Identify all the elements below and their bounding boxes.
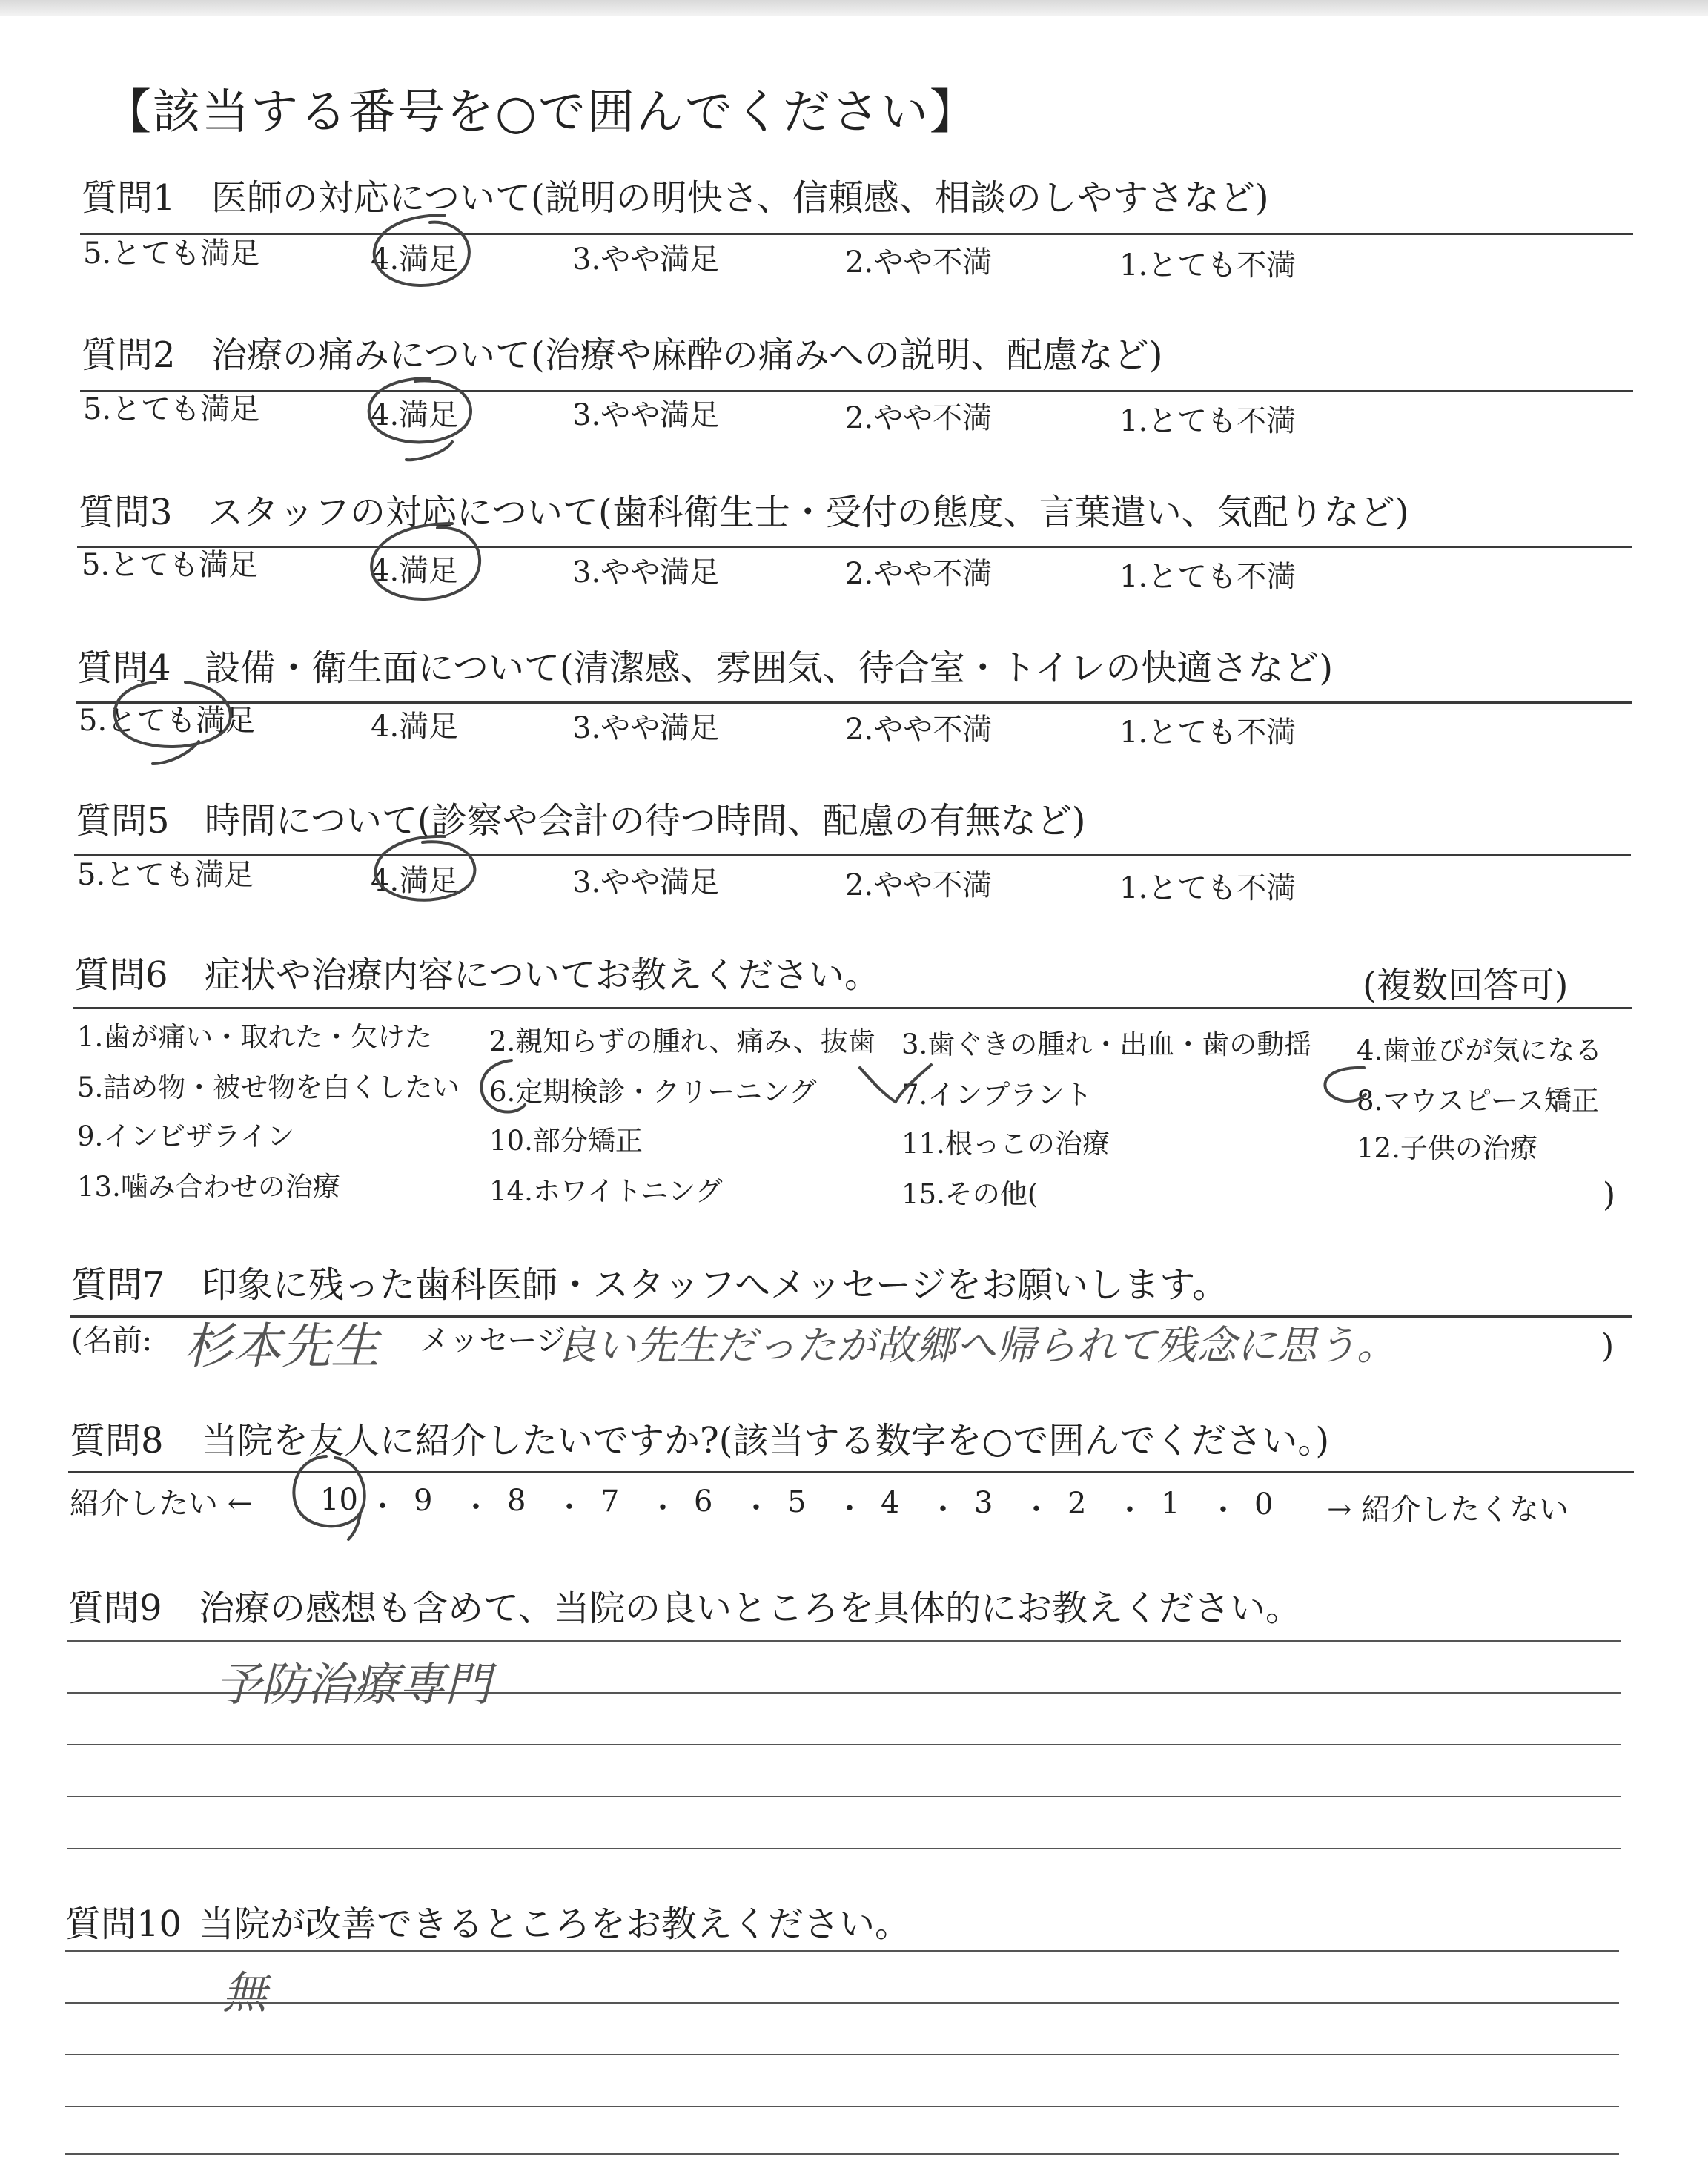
handwritten-name[interactable]: 杉本先生 bbox=[184, 1318, 380, 1375]
question-text: 治療の感想も含めて、当院の良いところを具体的にお教えください。 bbox=[199, 1588, 1302, 1629]
circle-mark-q4 bbox=[115, 682, 231, 764]
scale-value-1[interactable]: 1 bbox=[1161, 1487, 1180, 1522]
option-1[interactable]: 1.とても不満 bbox=[1119, 404, 1297, 438]
question-label: 質問6 bbox=[74, 954, 168, 996]
scale-value-9[interactable]: 9 bbox=[414, 1483, 433, 1518]
circle-mark-q6-8 bbox=[1325, 1068, 1366, 1101]
recommend-right-label: → 紹介したくない bbox=[1327, 1493, 1569, 1527]
option-2[interactable]: 2.やや不満 bbox=[845, 557, 993, 591]
scale-separator: ・ bbox=[1022, 1493, 1051, 1527]
q6-option-14[interactable]: 14.ホワイトニング bbox=[489, 1175, 723, 1207]
q6-option-8[interactable]: 8.マウスピース矯正 bbox=[1357, 1085, 1599, 1117]
question-label: 質問9 bbox=[68, 1588, 162, 1629]
q6-option-4[interactable]: 4.歯並びが気になる bbox=[1357, 1034, 1603, 1066]
question-label: 質問10 bbox=[65, 1903, 182, 1945]
form-title: 【該当する番号を○で囲んでください】 bbox=[104, 85, 979, 140]
q6-option-6[interactable]: 6.定期検診・クリーニング bbox=[489, 1076, 817, 1108]
question-text: 設備・衛生面について(清潔感、雰囲気、待合室・トイレの快適さなど) bbox=[205, 647, 1334, 689]
scale-separator: ・ bbox=[741, 1491, 771, 1526]
handwritten-message[interactable]: 良い先生だったが故郷へ帰られて残念に思う。 bbox=[556, 1322, 1397, 1369]
question-text: 当院が改善できるところをお教えください。 bbox=[199, 1903, 911, 1945]
q6-option-3[interactable]: 3.歯ぐきの腫れ・出血・歯の動揺 bbox=[901, 1028, 1312, 1060]
option-4[interactable]: 4.満足 bbox=[371, 398, 459, 432]
option-5[interactable]: 5.とても満足 bbox=[83, 237, 260, 271]
option-5[interactable]: 5.とても満足 bbox=[79, 704, 256, 738]
handwritten-answer[interactable]: 無 bbox=[222, 1967, 267, 2019]
scale-value-6[interactable]: 6 bbox=[694, 1484, 713, 1519]
option-5[interactable]: 5.とても満足 bbox=[83, 392, 260, 426]
circle-mark-q3 bbox=[371, 524, 480, 599]
q6-option-13[interactable]: 13.噛み合わせの治療 bbox=[77, 1171, 340, 1203]
check-mark-q6-7 bbox=[860, 1065, 931, 1102]
option-4[interactable]: 4.満足 bbox=[371, 242, 459, 277]
question-label: 質問8 bbox=[70, 1420, 164, 1462]
scale-value-0[interactable]: 0 bbox=[1254, 1487, 1274, 1522]
scale-separator: ・ bbox=[368, 1490, 397, 1524]
q6-option-12[interactable]: 12.子供の治療 bbox=[1357, 1132, 1537, 1164]
q6-option-1[interactable]: 1.歯が痛い・取れた・欠けた bbox=[77, 1021, 433, 1053]
option-5[interactable]: 5.とても満足 bbox=[77, 858, 254, 892]
scale-separator: ・ bbox=[835, 1492, 864, 1526]
question-text: 治療の痛みについて(治療や麻酔の痛みへの説明、配慮など) bbox=[211, 334, 1163, 376]
question-label: 質問2 bbox=[82, 334, 176, 376]
circle-mark-q6-6 bbox=[481, 1060, 525, 1112]
close-paren: ) bbox=[1601, 1327, 1615, 1365]
option-3[interactable]: 3.やや満足 bbox=[572, 711, 720, 745]
option-2[interactable]: 2.やや不満 bbox=[845, 868, 993, 902]
scale-separator: ・ bbox=[1115, 1493, 1145, 1527]
option-3[interactable]: 3.やや満足 bbox=[572, 865, 720, 899]
q6-option-5[interactable]: 5.詰め物・被せ物を白くしたい bbox=[77, 1071, 460, 1103]
option-5[interactable]: 5.とても満足 bbox=[82, 548, 259, 582]
name-label: (名前: bbox=[71, 1324, 153, 1358]
option-3[interactable]: 3.やや満足 bbox=[572, 398, 720, 432]
circle-mark-q2 bbox=[369, 378, 471, 460]
option-4[interactable]: 4.満足 bbox=[371, 554, 459, 588]
question-label: 質問5 bbox=[76, 800, 170, 842]
other-close-paren: ) bbox=[1603, 1176, 1616, 1214]
question-text: 印象に残った歯科医師・スタッフへメッセージをお願いします。 bbox=[202, 1264, 1228, 1306]
scale-value-5[interactable]: 5 bbox=[787, 1485, 807, 1519]
scale-separator: ・ bbox=[555, 1490, 584, 1525]
q6-option-2[interactable]: 2.親知らずの腫れ、痛み、抜歯 bbox=[489, 1025, 875, 1057]
scale-value-2[interactable]: 2 bbox=[1068, 1486, 1087, 1521]
option-2[interactable]: 2.やや不満 bbox=[845, 401, 993, 435]
option-1[interactable]: 1.とても不満 bbox=[1119, 716, 1297, 750]
recommend-left-label: 紹介したい ← bbox=[70, 1487, 253, 1521]
scale-separator: ・ bbox=[928, 1492, 958, 1527]
scale-value-3[interactable]: 3 bbox=[974, 1486, 993, 1521]
option-3[interactable]: 3.やや満足 bbox=[572, 555, 720, 589]
scale-separator: ・ bbox=[648, 1490, 678, 1525]
option-1[interactable]: 1.とても不満 bbox=[1119, 560, 1297, 594]
circle-mark-q1 bbox=[374, 215, 469, 285]
option-3[interactable]: 3.やや満足 bbox=[572, 242, 720, 277]
option-1[interactable]: 1.とても不満 bbox=[1119, 248, 1297, 283]
question-label: 質問4 bbox=[77, 647, 171, 689]
q6-option-15[interactable]: 15.その他( bbox=[901, 1178, 1039, 1210]
option-1[interactable]: 1.とても不満 bbox=[1119, 871, 1297, 905]
handwritten-answer[interactable]: 予防治療専門 bbox=[215, 1657, 491, 1711]
question-text: スタッフの対応について(歯科衛生士・受付の態度、言葉遣い、気配りなど) bbox=[208, 492, 1409, 533]
question-text: 医師の対応について(説明の明快さ、信頼感、相談のしやすさなど) bbox=[211, 177, 1269, 219]
message-label: メッセージ: bbox=[420, 1324, 577, 1358]
question-text: 当院を友人に紹介したいですか?(該当する数字を○で囲んでください。) bbox=[202, 1420, 1330, 1462]
circle-mark-q8 bbox=[294, 1456, 364, 1539]
option-2[interactable]: 2.やや不満 bbox=[845, 245, 993, 280]
scale-separator: ・ bbox=[461, 1490, 491, 1525]
scale-value-8[interactable]: 8 bbox=[507, 1484, 526, 1519]
circle-mark-q5 bbox=[376, 836, 475, 900]
question-label: 質問3 bbox=[79, 492, 173, 533]
question-text: 症状や治療内容についてお教えください。 bbox=[205, 954, 881, 996]
multiple-answers-note: (複数回答可) bbox=[1363, 965, 1569, 1006]
scale-value-10[interactable]: 10 bbox=[320, 1483, 358, 1517]
q6-option-9[interactable]: 9.インビザライン bbox=[77, 1120, 295, 1152]
q6-option-11[interactable]: 11.根っこの治療 bbox=[901, 1128, 1110, 1160]
q6-option-10[interactable]: 10.部分矯正 bbox=[489, 1125, 643, 1157]
option-2[interactable]: 2.やや不満 bbox=[845, 713, 993, 747]
option-4[interactable]: 4.満足 bbox=[371, 710, 459, 744]
question-label: 質問7 bbox=[71, 1264, 165, 1306]
scale-value-7[interactable]: 7 bbox=[600, 1484, 620, 1519]
q6-option-7[interactable]: 7.インプラント bbox=[901, 1079, 1093, 1111]
option-4[interactable]: 4.満足 bbox=[371, 864, 459, 898]
scale-separator: ・ bbox=[1208, 1493, 1238, 1528]
scale-value-4[interactable]: 4 bbox=[881, 1485, 900, 1520]
question-label: 質問1 bbox=[82, 177, 176, 219]
question-text: 時間について(診察や会計の待つ時間、配慮の有無など) bbox=[205, 800, 1086, 842]
